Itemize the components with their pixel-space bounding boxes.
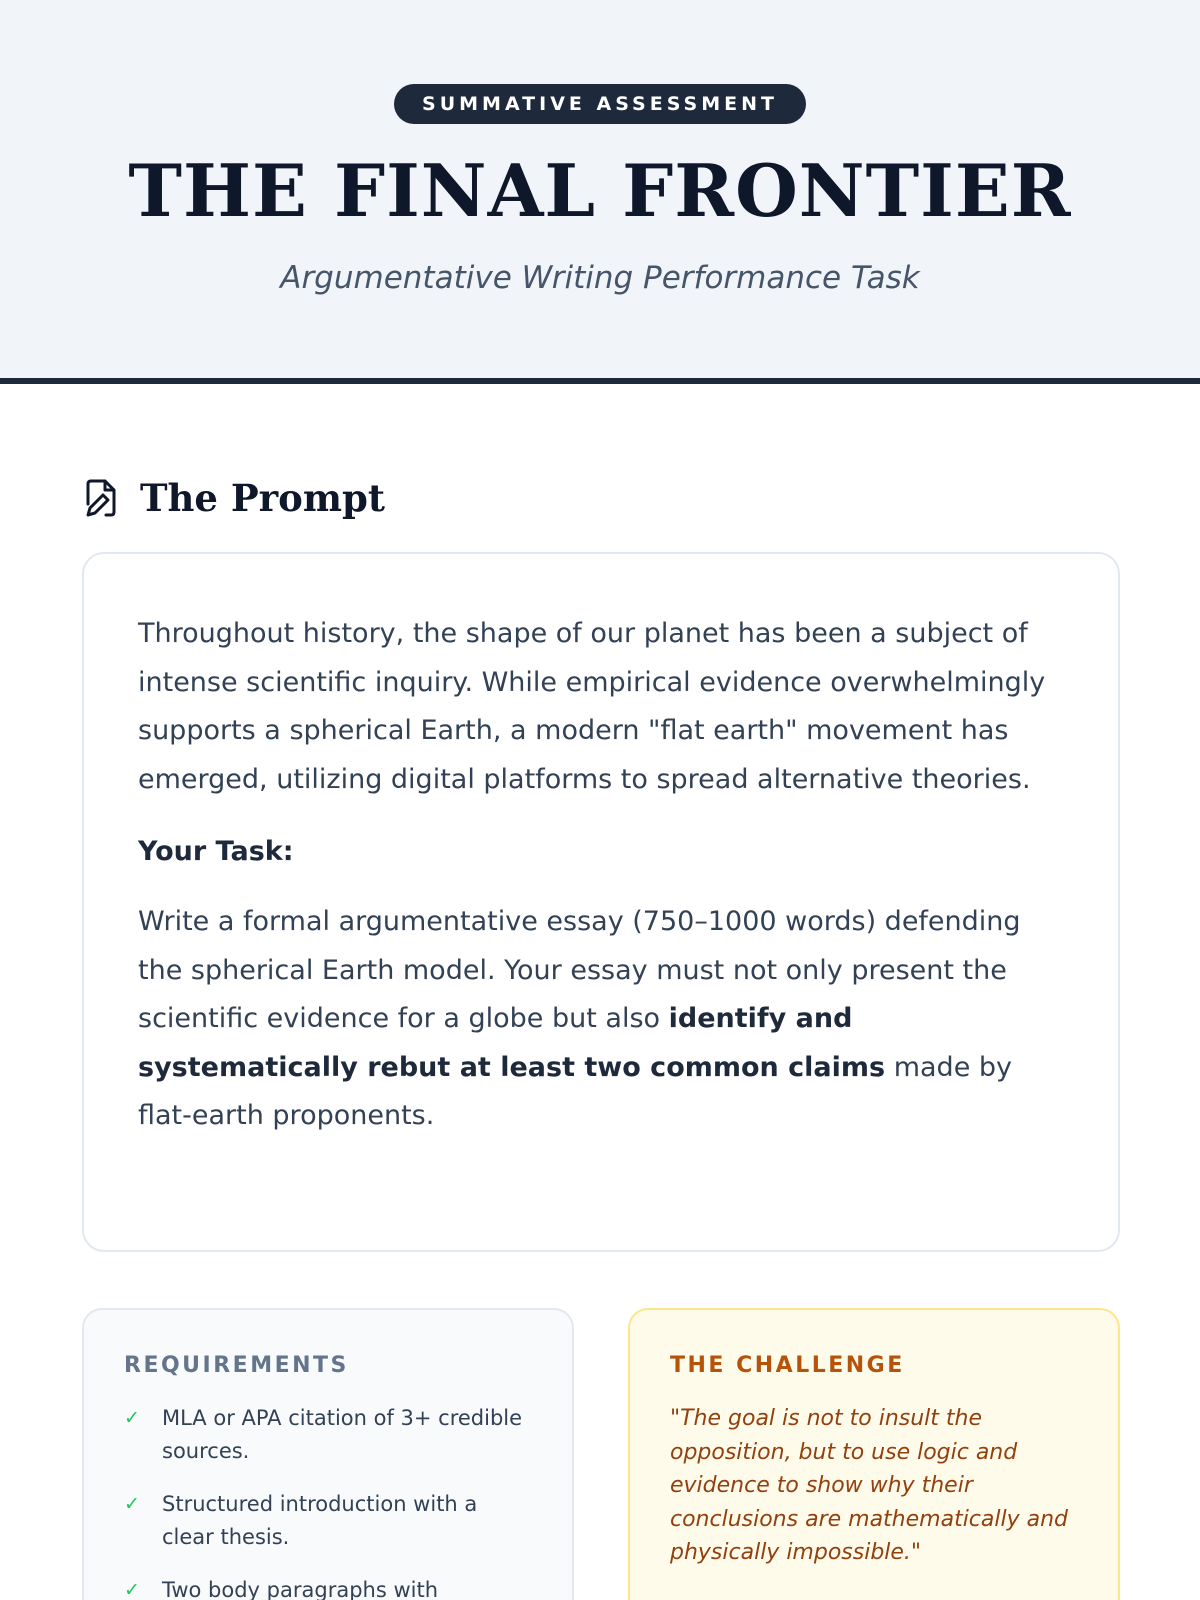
task-text-emphasis: identify and systematically rebut at least two common claims (138, 1003, 886, 1083)
requirements-title: REQUIREMENTS (124, 1353, 349, 1378)
requirements-list (124, 1402, 532, 1600)
prompt-heading (84, 474, 385, 522)
task-text-part1: Write a formal argumentative essay (750–1000 words) defending the spherical Earth model. Your essay must not only present the scientific evidence for a globe but also (138, 906, 1021, 1034)
list-item (124, 1574, 532, 1600)
document-pen-icon (84, 478, 118, 518)
prompt-intro: Throughout history, the shape of our planet has been a subject of intense scientific inquiry. While empirical evidence overwhelmingly supports a spherical Earth, a modern "flat earth" movement has emerged, utilizing digital platforms to spread alternative theories. (138, 618, 1046, 795)
check-icon: ✓ (124, 1493, 140, 1515)
prompt-heading-text: The Prompt (140, 476, 385, 520)
page-subtitle: Argumentative Writing Performance Task (280, 260, 920, 296)
challenge-title: THE CHALLENGE (670, 1353, 905, 1378)
list-item (124, 1488, 532, 1554)
requirements-card (82, 1308, 574, 1600)
challenge-quote: "The goal is not to insult the opposition, but to use logic and evidence to show why their conclusions are mathematically and physically impossible." (670, 1406, 1069, 1565)
task-text-part2: made by flat-earth proponents. (138, 1051, 1013, 1131)
requirement-text: MLA or APA citation of 3+ credible sources. (162, 1406, 523, 1463)
page-title: THE FINAL FRONTIER (128, 148, 1072, 233)
check-icon: ✓ (124, 1407, 140, 1429)
task-label: Your Task: (138, 836, 294, 867)
challenge-card (628, 1308, 1120, 1600)
task-text (138, 898, 1064, 1141)
check-icon: ✓ (124, 1579, 140, 1600)
prompt-card (82, 552, 1120, 1252)
requirement-text: Structured introduction with a clear thesis. (162, 1492, 478, 1549)
list-item (124, 1402, 532, 1468)
page-header (0, 0, 1200, 384)
assessment-badge: SUMMATIVE ASSESSMENT (394, 84, 806, 124)
requirement-text: Two body paragraphs with (162, 1578, 439, 1600)
